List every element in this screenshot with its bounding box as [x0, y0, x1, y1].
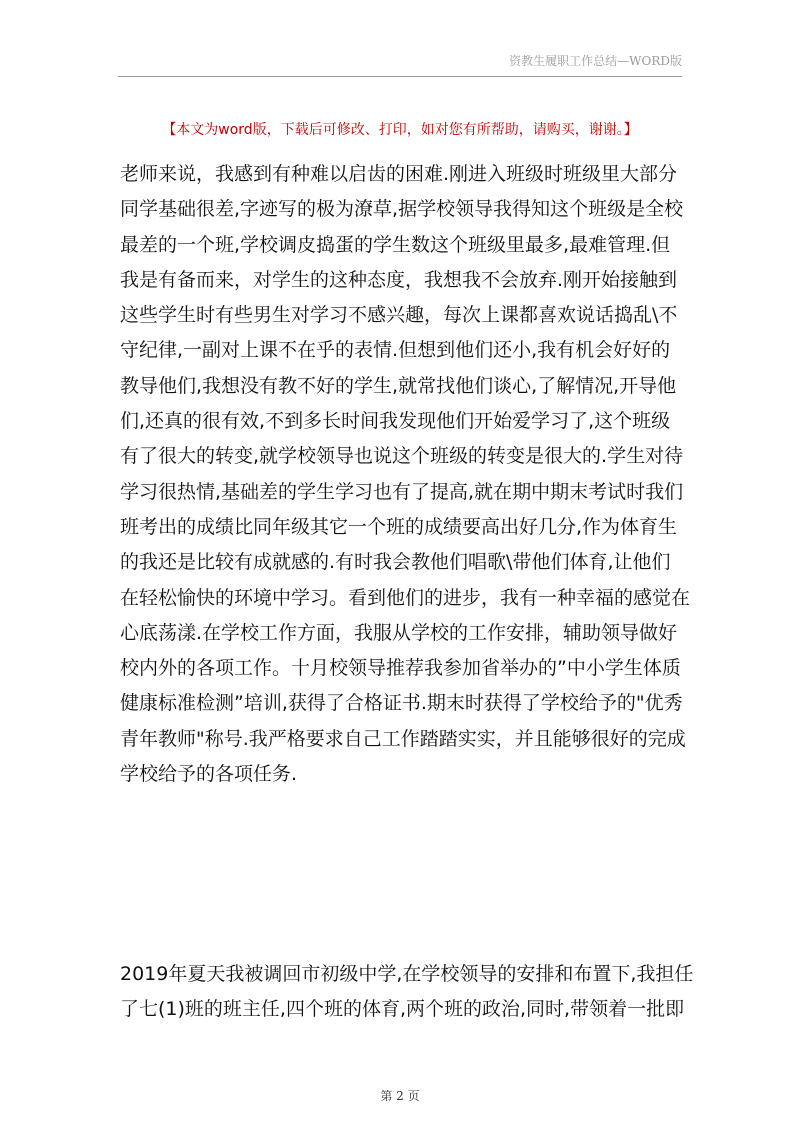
text-line: 健康标准检测”培训,获得了合格证书.期末时获得了学校给予的"优秀 — [120, 692, 683, 715]
purchase-notice: 【本文为word版，下载后可修改、打印，如对您有所帮助，请购买，谢谢。】 — [162, 122, 638, 138]
text-line: 2019年夏天我被调回市初级中学,在学校领导的安排和布置下,我担任 — [120, 963, 694, 985]
text-line: 的我还是比较有成就感的.有时我会教他们唱歌\带他们体育,让他们 — [120, 551, 671, 574]
text-line: 们,还真的很有效,不到多长时间我发现他们开始爱学习了,这个班级 — [120, 410, 671, 433]
text-line: 心底荡漾.在学校工作方面，我服从学校的工作安排，辅助领导做好 — [120, 621, 678, 644]
header-title: 资教生履职工作总结—WORD版 — [509, 54, 682, 68]
text-line: 有了很大的转变,就学校领导也说这个班级的转变是很大的.学生对待 — [120, 445, 684, 468]
text-line: 在轻松愉快的环境中学习。看到他们的进步，我有一种幸福的感觉在 — [120, 586, 691, 609]
text-line: 我是有备而来，对学生的这种态度，我想我不会放弃.刚开始接触到 — [120, 268, 678, 291]
text-line: 同学基础很差,字迹写的极为潦草,据学校领导我得知这个班级是全校 — [120, 198, 684, 221]
text-line: 校内外的各项工作。十月校领导推荐我参加省举办的”中小学生体质 — [120, 657, 681, 680]
text-line: 青年教师"称号.我严格要求自己工作踏踏实实，并且能够很好的完成 — [120, 727, 686, 750]
page-footer — [0, 1087, 800, 1104]
page-header — [118, 52, 682, 77]
text-line: 学习很热情,基础差的学生学习也有了提高,就在期中期末考试时我们 — [120, 480, 684, 503]
body-paragraph-1 — [120, 157, 691, 792]
text-line: 学校给予的各项任务. — [120, 763, 298, 786]
text-line: 教导他们,我想没有教不好的学生,就常找他们谈心,了解情况,开导他 — [120, 374, 677, 397]
text-line: 班考出的成绩比同年级其它一个班的成绩要高出好几分,作为体育生 — [120, 515, 678, 538]
text-line: 守纪律,一副对上课不在乎的表情.但想到他们还小,我有机会好好的 — [120, 339, 671, 362]
page-number: 第 2 页 — [380, 1089, 420, 1103]
text-line: 这些学生时有些男生对学习不感兴趣，每次上课都喜欢说话捣乱\不 — [120, 304, 678, 327]
text-line: 了七(1)班的班主任,四个班的体育,两个班的政治,同时,带领着一批即 — [120, 998, 685, 1021]
text-line: 最差的一个班,学校调皮捣蛋的学生数这个班级里最多,最难管理.但 — [120, 233, 671, 256]
body-paragraph-2 — [120, 957, 694, 1028]
text-line: 老师来说，我感到有种难以启齿的困难.刚进入班级时班级里大部分 — [120, 163, 678, 185]
